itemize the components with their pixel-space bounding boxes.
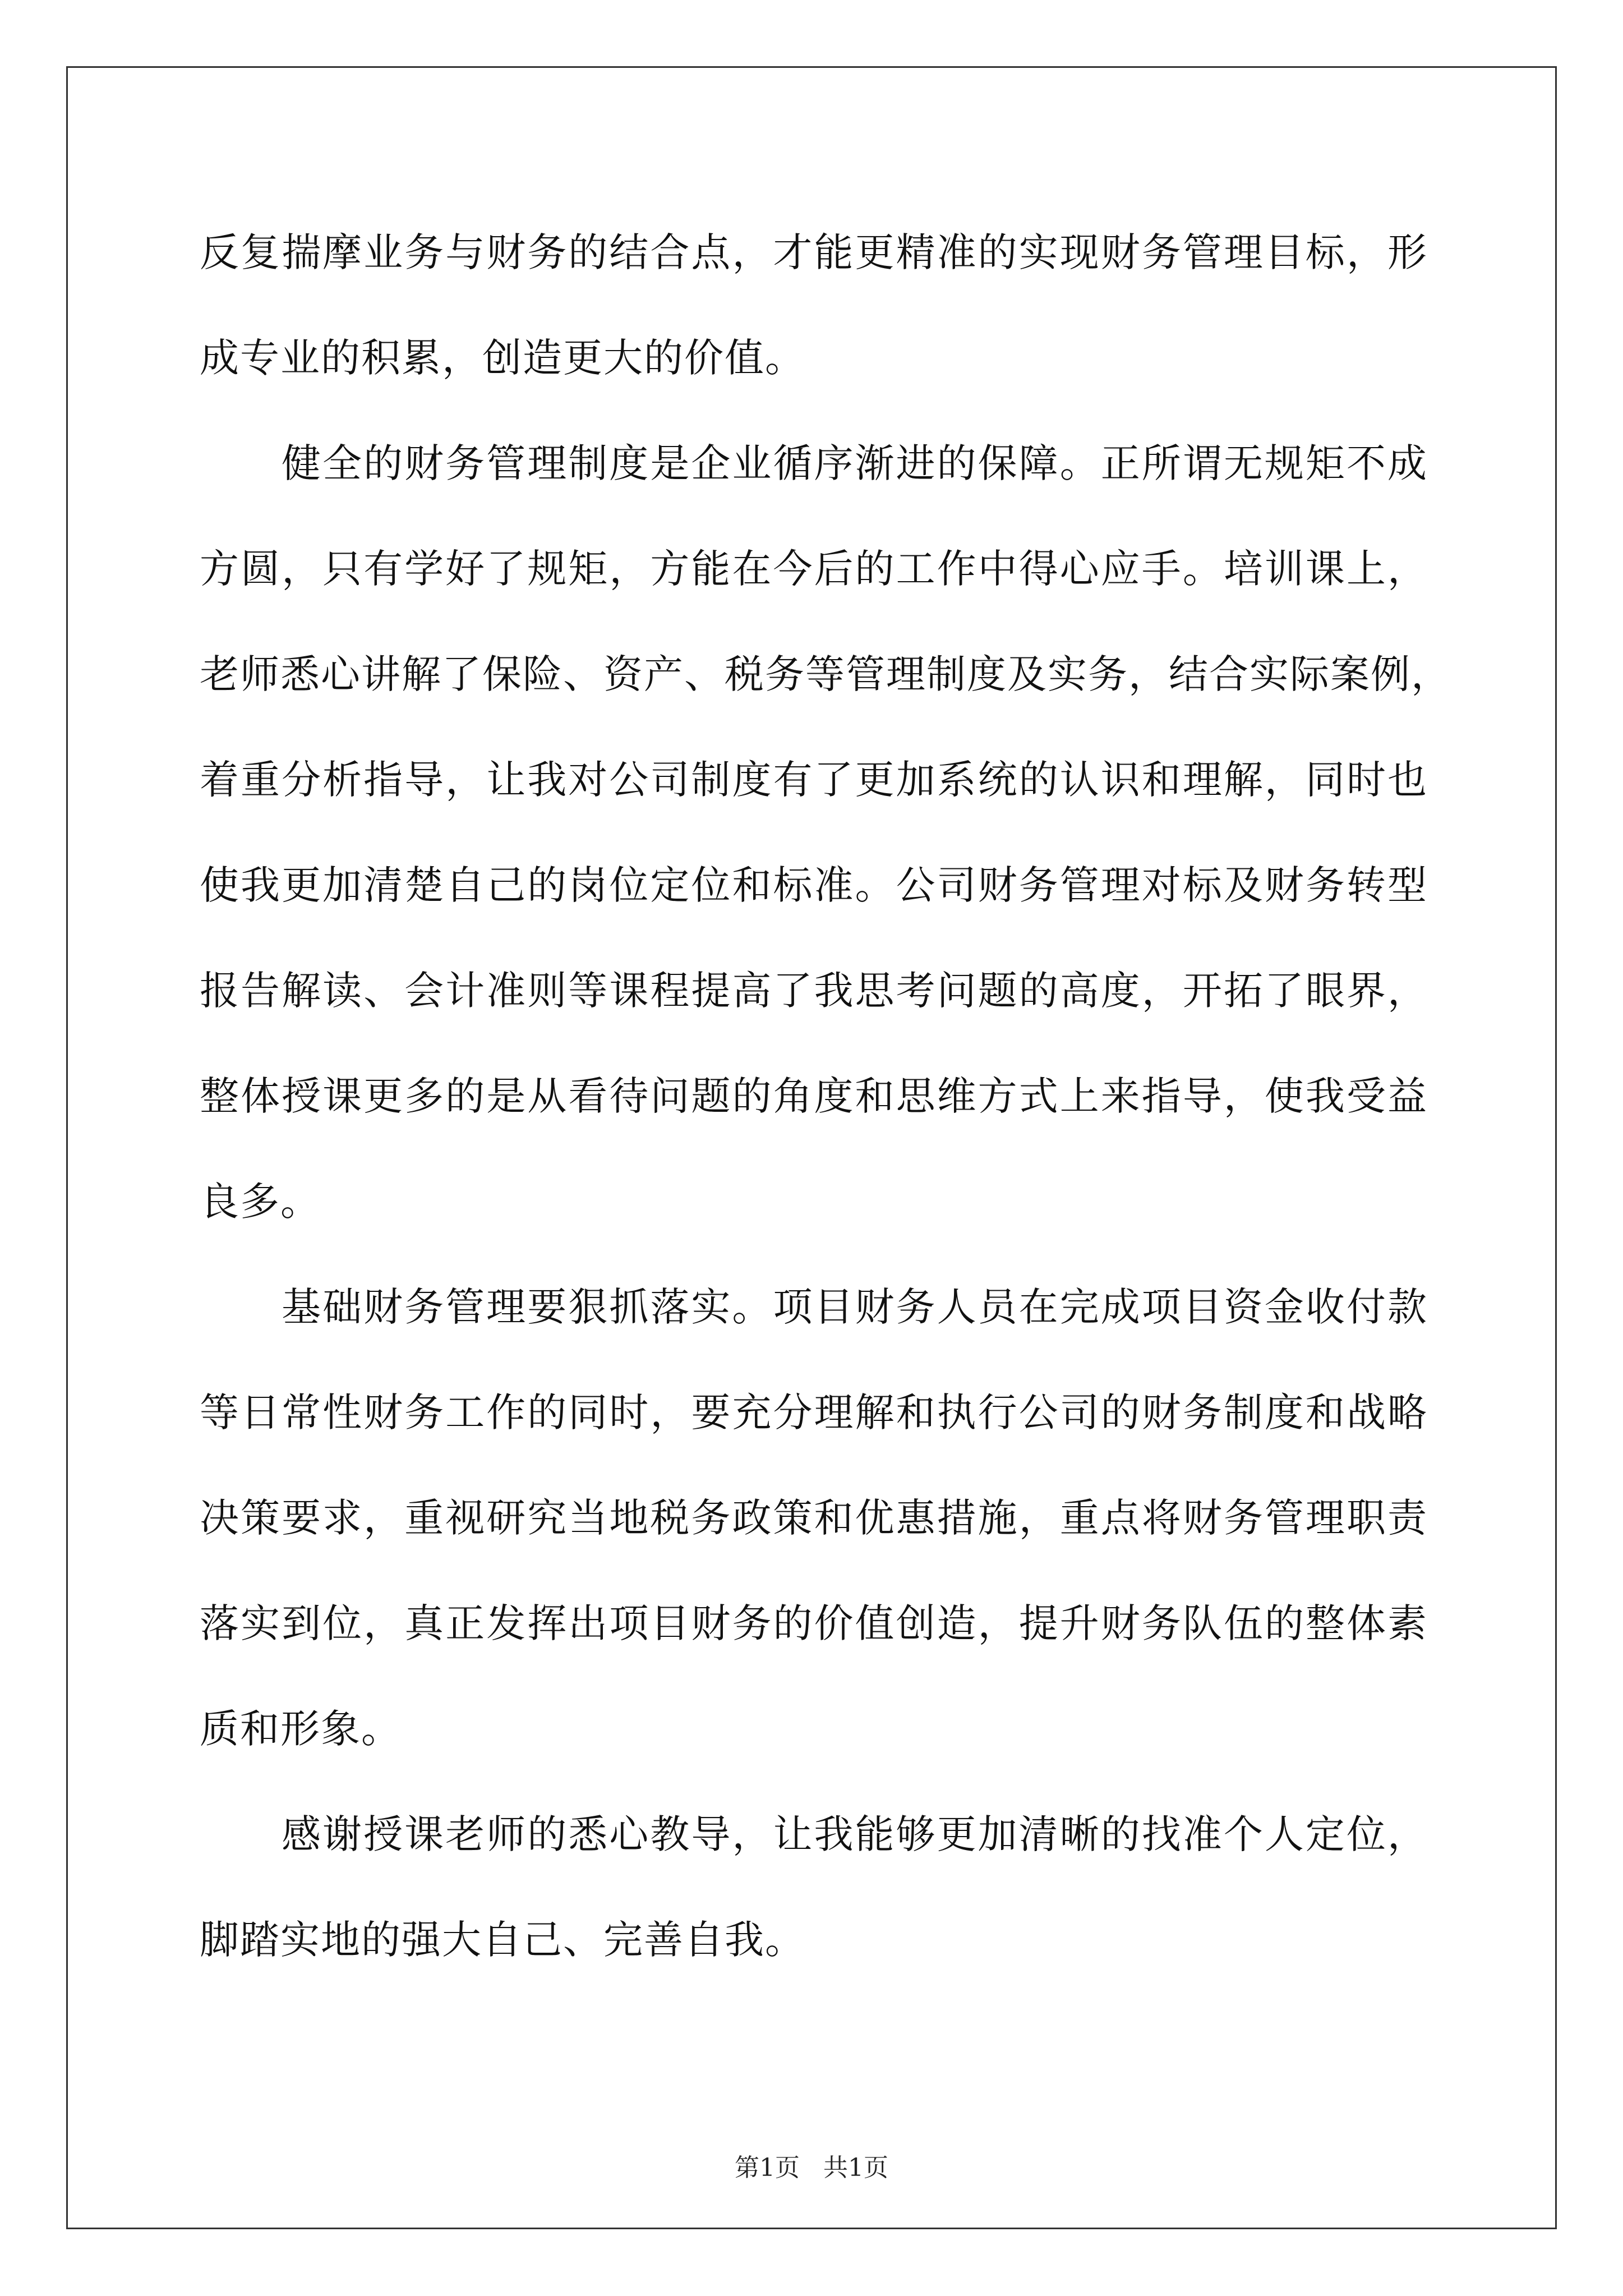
text-line: 反复揣摩业务与财务的结合点，才能更精准的实现财务管理目标，形	[200, 229, 1428, 275]
document-body	[200, 200, 1451, 1993]
text-line: 基础财务管理要狠抓落实。项目财务人员在完成项目资金收付款	[282, 1284, 1428, 1330]
text-line: 着重分析指导，让我对公司制度有了更加系统的认识和理解，同时也	[200, 757, 1428, 803]
text-line: 报告解读、会计准则等课程提高了我思考问题的高度，开拓了眼界，	[200, 968, 1428, 1014]
text-line: 方圆，只有学好了规矩，方能在今后的工作中得心应手。培训课上，	[200, 546, 1428, 592]
text-line: 整体授课更多的是从看待问题的角度和思维方式上来指导，使我受益	[200, 1073, 1428, 1119]
paragraph	[200, 1254, 1428, 1782]
text-line: 质和形象。	[200, 1706, 402, 1752]
text-line: 脚踏实地的强大自己、完善自我。	[200, 1917, 805, 1963]
text-line: 落实到位，真正发挥出项目财务的价值创造，提升财务队伍的整体素	[200, 1600, 1428, 1646]
text-line: 健全的财务管理制度是企业循序渐进的保障。正所谓无规矩不成	[282, 440, 1428, 486]
text-line: 决策要求，重视研究当地税务政策和优惠措施，重点将财务管理职责	[200, 1495, 1428, 1541]
paragraph	[200, 200, 1428, 411]
text-line: 感谢授课老师的悉心教导，让我能够更加清晰的找准个人定位，	[282, 1811, 1428, 1857]
paragraph	[200, 411, 1451, 1254]
text-line: 等日常性财务工作的同时，要充分理解和执行公司的财务制度和战略	[200, 1389, 1428, 1435]
text-line: 良多。	[200, 1179, 321, 1225]
text-line: 使我更加清楚自己的岗位定位和标准。公司财务管理对标及财务转型	[200, 862, 1428, 908]
text-line: 成专业的积累，创造更大的价值。	[200, 335, 805, 381]
page-footer: 第1页 共1页	[735, 2154, 888, 2182]
text-line: 老师悉心讲解了保险、资产、税务等管理制度及实务，结合实际案例，	[200, 651, 1451, 697]
paragraph	[200, 1782, 1428, 1993]
